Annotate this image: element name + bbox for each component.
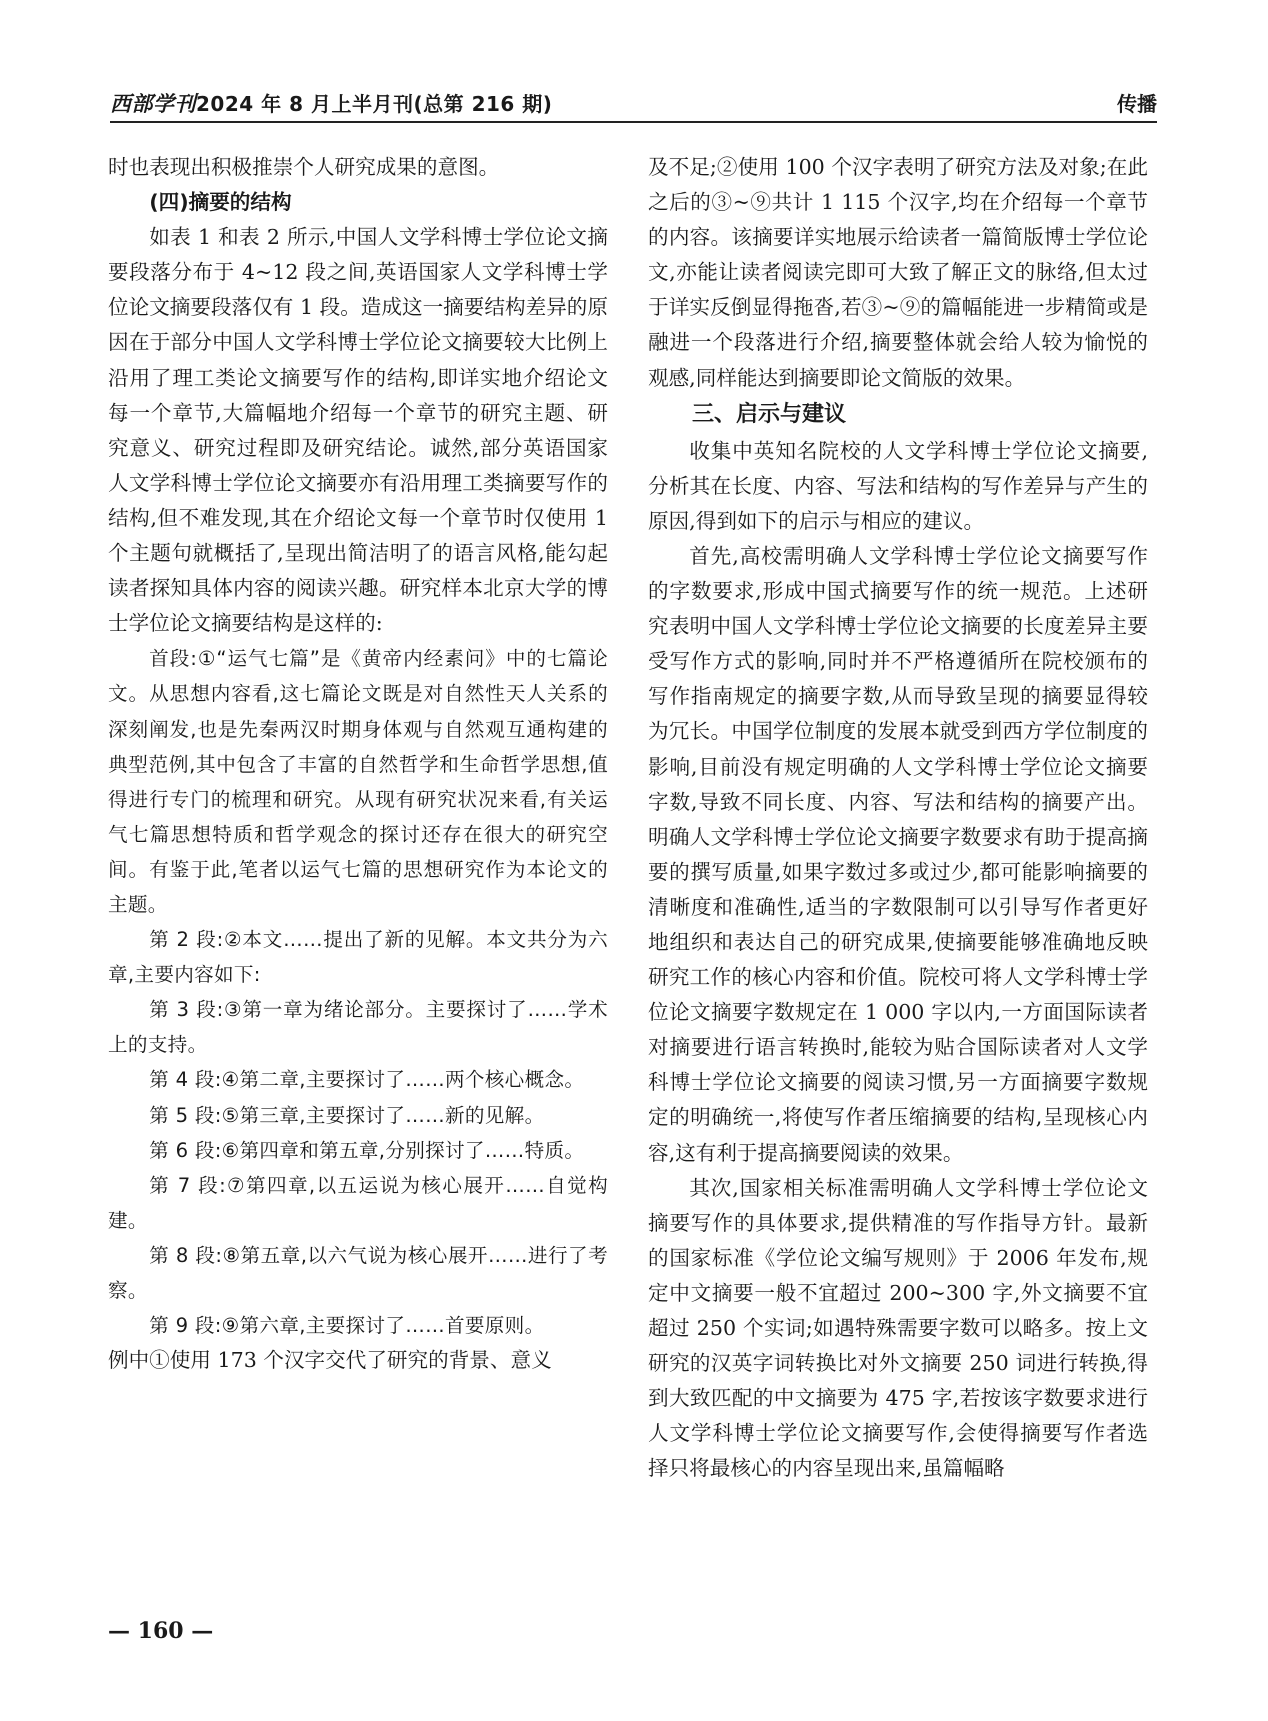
page-number: — 160 — [108,1618,214,1644]
journal-issue-line [110,88,552,118]
section-heading: 三、启示与建议 [692,401,847,427]
paragraph: 例中①使用 173 个汉字交代了研究的背景、意义 [108,1348,552,1373]
paragraph-continued: 及不足;②使用 100 个汉字表明了研究方法及对象;在此之后的③~⑨共计 1 115 个汉字,均在介绍每一个章节的内容。该摘要详实地展示给读者一篇简版博士学位论文,亦能让读者阅读完即可大致了解正文的脉络,但太过于详实反倒显得拖沓,若③~⑨的篇幅能进一步精简或是融进一个段落进行介绍,摘要整体就会给人较为愉悦的观感,同样能达到摘要即论文简版的效果。 [648,155,1148,390]
paragraph: 如表 1 和表 2 所示,中国人文学科博士学位论文摘要段落分布于 4~12 段之间,英语国家人文学科博士学位论文摘要段落仅有 1 段。造成这一摘要结构差异的原因在于部分中国人文学科博士学位论文摘要较大比例上沿用了理工类论文摘要写作的结构,即详实地介绍论文每一个章节,大篇幅地介绍每一个章节的研究主题、研究意义、研究过程即及研究结论。诚然,部分英语国家人文学科博士学位论文摘要亦有沿用理工类摘要写作的结构,但不难发现,其在介绍论文每一个章节时仅使用 1 个主题句就概括了,呈现出简洁明了的语言风格,能勾起读者探知具体内容的阅读兴趣。研究样本北京大学的博士学位论文摘要结构是这样的: [108,225,608,636]
section-name: 传播 [1117,92,1157,116]
example-paragraph: 第 2 段:②本文……提出了新的见解。本文共分为六章,主要内容如下: [108,928,608,987]
example-paragraph: 第 4 段:④第二章,主要探讨了……两个核心概念。 [149,1068,585,1092]
running-header [110,88,1157,124]
header-rule [110,121,1157,123]
paragraph: 首先,高校需明确人文学科博士学位论文摘要写作的字数要求,形成中国式摘要写作的统一规范。上述研究表明中国人文学科博士学位论文摘要的长度差异主要受写作方式的影响,同时并不严格遵循所在院校颁布的写作指南规定的摘要字数,从而导致呈现的摘要显得较为冗长。中国学位制度的发展本就受到西方学位制度的影响,目前没有规定明确的人文学科博士学位论文摘要字数,导致不同长度、内容、写法和结构的摘要产出。明确人文学科博士学位论文摘要字数要求有助于提高摘要的撰写质量,如果字数过多或过少,都可能影响摘要的清晰度和准确性,适当的字数限制可以引导写作者更好地组织和表达自己的研究成果,使摘要能够准确地反映研究工作的核心内容和价值。院校可将人文学科博士学位论文摘要字数规定在 1 000 字以内,一方面国际读者对摘要进行语言转换时,能较为贴合国际读者对人文学科博士学位论文摘要的阅读习惯,另一方面摘要字数规定的明确统一,将使写作者压缩摘要的结构,呈现核心内容,这有利于提高摘要阅读的效果。 [648,543,1148,1165]
paragraph: 其次,国家相关标准需明确人文学科博士学位论文摘要写作的具体要求,提供精准的写作指导方针。最新的国家标准《学位论文编写规则》于 2006 年发布,规定中文摘要一般不宜超过 200~300 字,外文摘要不宜超过 250 个实词;如遇特殊需要字数可以略多。按上文研究的汉英字词转换比对外文摘要 250 词进行转换,得到大致匹配的中文摘要为 475 字,若按该字数要求进行人文学科博士学位论文摘要写作,会使得摘要写作者选择只将最核心的内容呈现出来,虽篇幅略 [648,1175,1148,1481]
subsection-heading: (四)摘要的结构 [149,190,292,215]
left-column [108,150,608,1378]
example-paragraph: 第 8 段:⑧第五章,以六气说为核心展开……进行了考察。 [108,1243,608,1302]
issue-info: 2024 年 8 月上半月刊(总第 216 期) [196,92,553,116]
example-paragraph: 首段:①“运气七篇”是《黄帝内经素问》中的七篇论文。从思想内容看,这七篇论文既是对自然性天人关系的深刻阐发,也是先秦两汉时期身体观与自然观互通构建的典型范例,其中包含了丰富的自然哲学和生命哲学思想,值得进行专门的梳理和研究。从现有研究状况来看,有关运气七篇思想特质和哲学观念的探讨还存在很大的研究空间。有鉴于此,笔者以运气七篇的思想研究作为本论文的主题。 [108,647,608,916]
example-paragraph: 第 5 段:⑤第三章,主要探讨了……新的见解。 [149,1103,545,1127]
paragraph-continued: 时也表现出积极推崇个人研究成果的意图。 [108,155,500,179]
example-paragraph: 第 7 段:⑦第四章,以五运说为核心展开……自觉构建。 [108,1173,608,1232]
example-paragraph: 第 3 段:③第一章为绪论部分。主要探讨了……学术上的支持。 [108,998,608,1057]
example-paragraph: 第 9 段:⑨第六章,主要探讨了……首要原则。 [149,1314,545,1338]
paragraph: 收集中英知名院校的人文学科博士学位论文摘要,分析其在长度、内容、写法和结构的写作差异与产生的原因,得到如下的启示与相应的建议。 [648,438,1148,533]
example-paragraph: 第 6 段:⑥第四章和第五章,分别探讨了……特质。 [149,1138,585,1162]
journal-logo: 西部学刊 [110,91,196,116]
right-column [648,150,1148,1486]
